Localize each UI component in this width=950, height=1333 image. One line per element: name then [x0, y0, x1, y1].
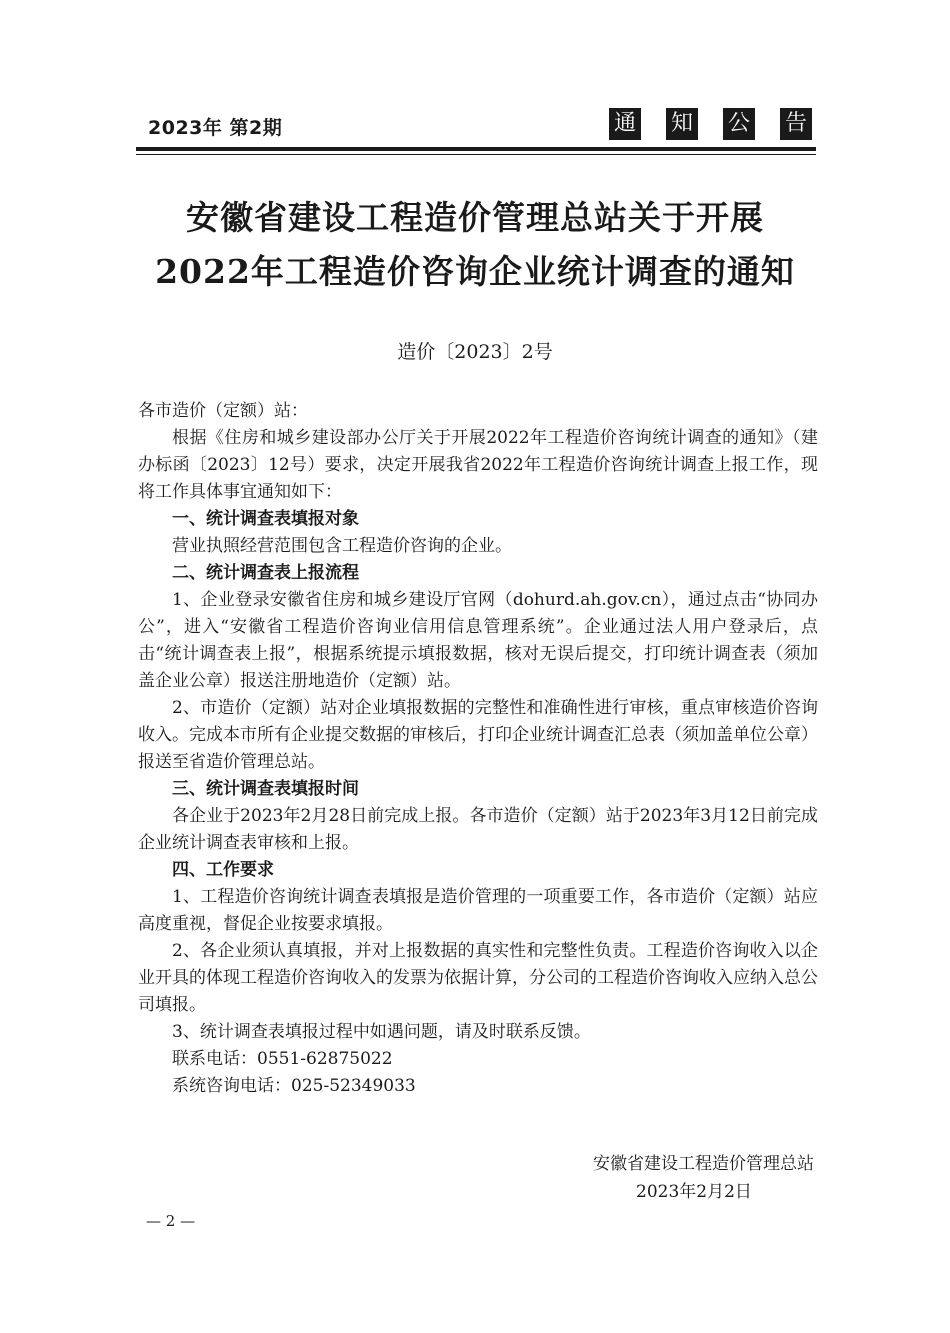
salutation: 各市造价（定额）站：: [138, 401, 308, 421]
section-tag-char: 知: [666, 108, 698, 140]
title-line-2: 2022年工程造价咨询企业统计调查的通知: [155, 252, 795, 291]
section-2-heading: 二、统计调查表上报流程: [172, 563, 359, 583]
section-tag-char: 告: [780, 108, 812, 140]
document-body: [138, 398, 818, 1100]
section-3-paragraph: 各企业于2023年2月28日前完成上报。各市造价（定额）站于2023年3月12日前完成企业统计调查表审核和上报。: [138, 806, 818, 853]
title-line-1: 安徽省建设工程造价管理总站关于开展: [186, 198, 764, 237]
section-3-heading: 三、统计调查表填报时间: [172, 779, 359, 799]
section-4-heading: 四、工作要求: [172, 860, 274, 880]
section-4-paragraph-2: 2、各企业须认真填报，并对上报数据的真实性和完整性负责。工程造价咨询收入以企业开具的体现工程造价咨询收入的发票为依据计算，分公司的工程造价咨询收入应纳入总公司填报。: [138, 941, 818, 1015]
issue-label: 2023年 第2期: [148, 117, 283, 139]
section-1-paragraph: 营业执照经营范围包含工程造价咨询的企业。: [172, 536, 512, 556]
signature-date: 2023年2月2日: [636, 1182, 752, 1202]
section-tag-char: 通: [609, 108, 641, 140]
contact-phone: 联系电话：0551-62875022: [172, 1049, 393, 1069]
section-2-paragraph-2: 2、市造价（定额）站对企业填报数据的完整性和准确性进行审核，重点审核造价咨询收入。完成本市所有企业提交数据的审核后，打印企业统计调查汇总表（须加盖单位公章）报送至省造价管理总站。: [138, 698, 818, 772]
document-number: 造价〔2023〕2号: [397, 341, 553, 363]
header-rule-thick: [136, 147, 816, 151]
header-rule-thin: [136, 154, 816, 155]
signature-organization: 安徽省建设工程造价管理总站: [593, 1154, 814, 1174]
section-2-paragraph-1: 1、企业登录安徽省住房和城乡建设厅官网（dohurd.ah.gov.cn），通过点击“协同办公”，进入“安徽省工程造价咨询业信用信息管理系统”。企业通过法人用户登录后，点击“统计调查表上报”，根据系统提示填报数据，核对无误后提交，打印统计调查表（须加盖企业公章）报送注册地造价（定额）站。: [138, 590, 818, 691]
section-1-heading: 一、统计调查表填报对象: [172, 509, 359, 529]
section-4-paragraph-3: 3、统计调查表填报过程中如遇问题，请及时联系反馈。: [172, 1022, 591, 1042]
page-number: — 2 —: [146, 1212, 196, 1230]
section-4-paragraph-1: 1、工程造价咨询统计调查表填报是造价管理的一项重要工作，各市造价（定额）站应高度重视，督促企业按要求填报。: [138, 887, 818, 934]
system-phone: 系统咨询电话：025-52349033: [172, 1076, 416, 1096]
intro-paragraph: 根据《住房和城乡建设部办公厅关于开展2022年工程造价咨询统计调查的通知》（建办标函〔2023〕12号）要求，决定开展我省2022年工程造价咨询统计调查上报工作，现将工作具体事宜通知如下：: [138, 428, 818, 502]
section-tag: [609, 108, 812, 140]
section-tag-char: 公: [723, 108, 755, 140]
